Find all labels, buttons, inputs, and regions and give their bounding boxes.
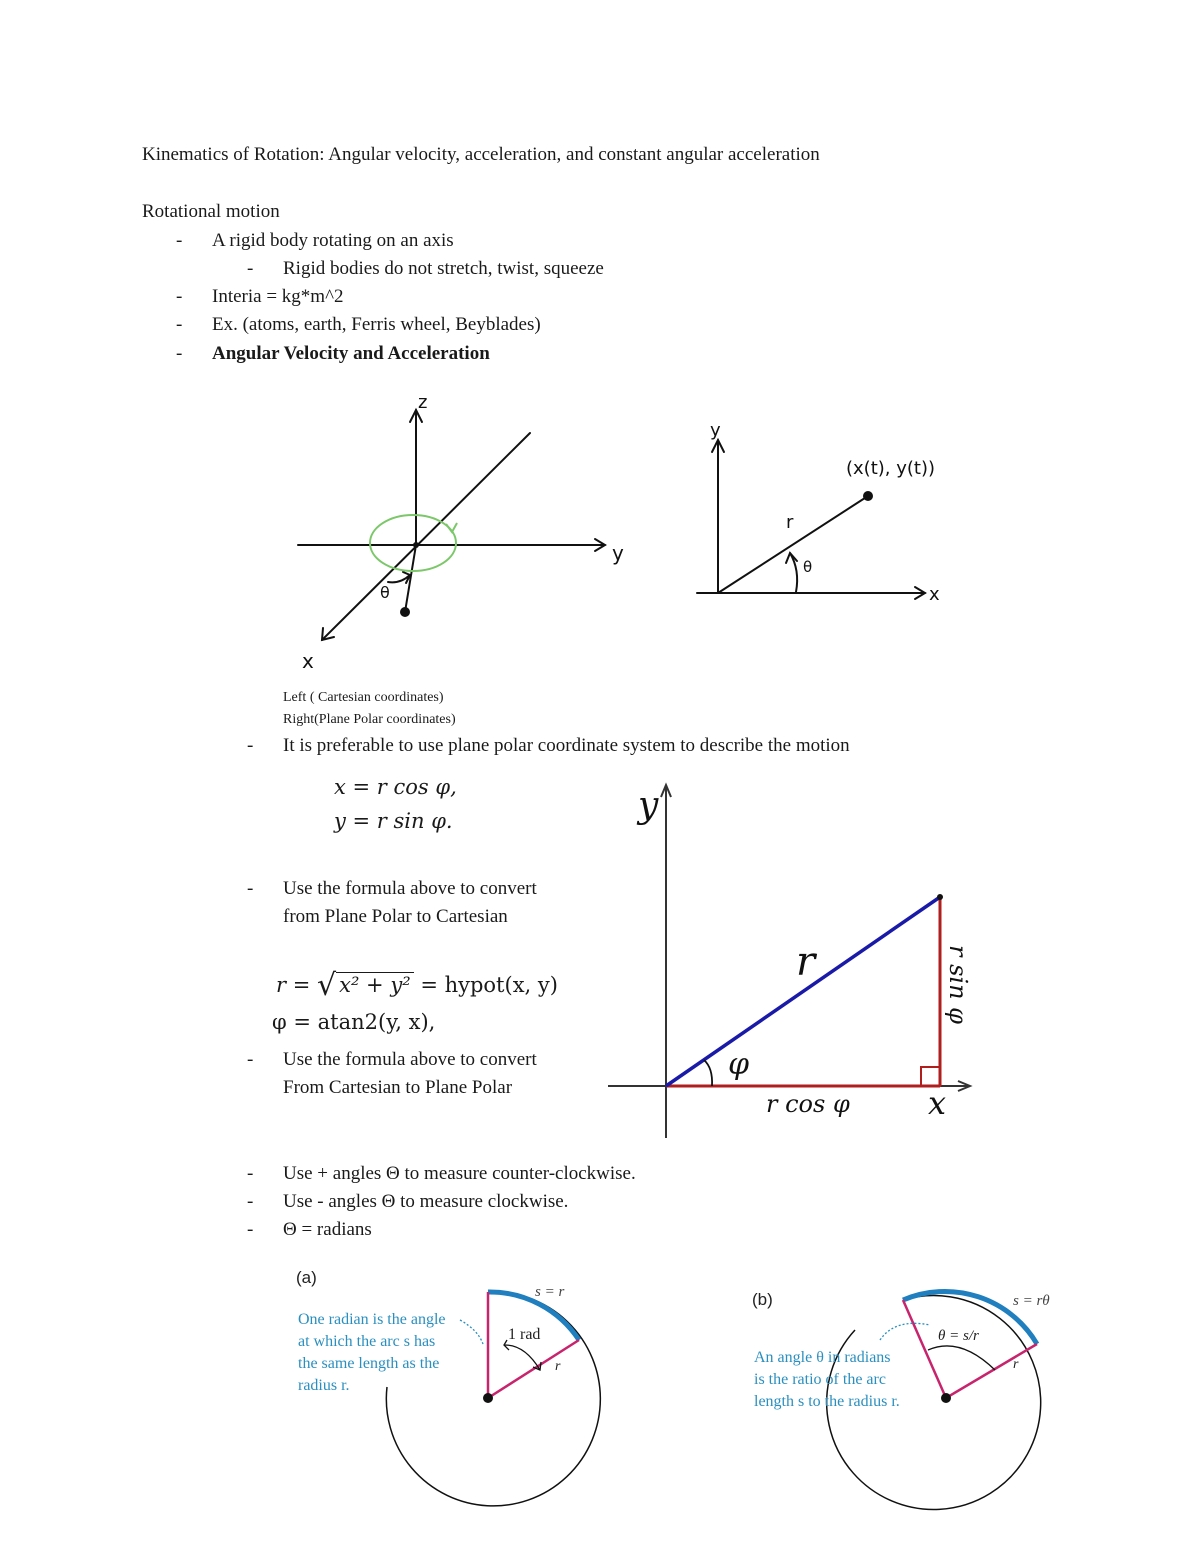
- bullet-dash: -: [247, 1191, 254, 1212]
- bullet-rigid-body: A rigid body rotating on an axis: [212, 230, 454, 251]
- eq-x-polar: x = r cos φ,: [334, 775, 457, 799]
- radian-b-tag: (b): [752, 1290, 773, 1309]
- radius-b-right: [946, 1344, 1037, 1398]
- eq-r-radicand: x² + y²: [336, 972, 414, 997]
- angle-radians: Θ = radians: [283, 1219, 372, 1240]
- radian-b-s-eq: s = rθ: [1013, 1293, 1050, 1309]
- convert2-line1: Use the formula above to convert: [283, 1049, 537, 1070]
- tri-phi-label: φ: [728, 1047, 750, 1082]
- radian-a-r: r: [555, 1359, 561, 1374]
- convert2-line2: From Cartesian to Plane Polar: [283, 1077, 513, 1098]
- bullet-dash: -: [247, 1219, 254, 1240]
- polar-point-label: (x(t), y(t)): [846, 458, 935, 479]
- section-heading: Rotational motion: [142, 201, 280, 222]
- bullet-dash: -: [247, 258, 254, 279]
- angle-ccw: Use + angles Θ to measure counter-clockwise.: [283, 1163, 636, 1184]
- radian-a-desc-4: radius r.: [298, 1377, 350, 1394]
- bullet-rigid-sub: Rigid bodies do not stretch, twist, squeeze: [283, 258, 604, 279]
- radian-a-desc-1: One radian is the angle: [298, 1311, 446, 1328]
- bullet-dash: -: [176, 343, 183, 364]
- convert1-line2: from Plane Polar to Cartesian: [283, 906, 508, 927]
- radian-a-s-eq: s = r: [535, 1284, 565, 1300]
- tri-rcos-label: r cos φ: [766, 1090, 850, 1118]
- bullet-dash: -: [247, 735, 254, 756]
- theta-label: θ: [380, 583, 390, 602]
- page-title: Kinematics of Rotation: Angular velocity, acceleration, and constant angular acceleration: [142, 144, 820, 165]
- radian-a-desc-3: the same length as the: [298, 1355, 440, 1372]
- radian-b-desc-2: is the ratio of the arc: [754, 1371, 886, 1388]
- bullet-inertia: Interia = kg*m^2: [212, 286, 344, 307]
- caption-right: Right(Plane Polar coordinates): [283, 712, 456, 727]
- caption-left: Left ( Cartesian coordinates): [283, 690, 444, 705]
- convert1-line1: Use the formula above to convert: [283, 878, 537, 899]
- bullet-dash: -: [247, 1049, 254, 1070]
- eq-phi: φ = atan2(y, x),: [272, 1010, 436, 1034]
- radian-a-rad: 1 rad: [508, 1326, 541, 1343]
- sqrt-sign-icon: √: [317, 968, 337, 1003]
- bullet-dash: -: [247, 1163, 254, 1184]
- y-label: y: [612, 541, 624, 565]
- eq-y-polar: y = r sin φ.: [334, 809, 453, 833]
- tri-y-label: y: [638, 785, 659, 826]
- tri-r-label: r: [796, 939, 816, 985]
- bullet-angular-heading: Angular Velocity and Acceleration: [212, 343, 490, 364]
- eq-r-left: r =: [276, 973, 311, 997]
- radius-b-left: [903, 1300, 946, 1398]
- polar-preference: It is preferable to use plane polar coordinate system to describe the motion: [283, 735, 850, 756]
- polar-y-label: y: [710, 420, 721, 441]
- radian-b-desc-1: An angle θ in radians: [754, 1349, 891, 1366]
- x-label: x: [302, 649, 314, 673]
- radian-b-theta-eq: θ = s/r: [938, 1328, 979, 1344]
- tri-rsin-label: r sin φ: [944, 945, 972, 1024]
- radian-b-r: r: [1013, 1357, 1019, 1372]
- polar-theta-label: θ: [803, 558, 813, 576]
- bullet-dash: -: [176, 286, 183, 307]
- z-label: z: [418, 392, 428, 413]
- radian-b-desc-3: length s to the radius r.: [754, 1393, 900, 1410]
- tri-x-label: x: [928, 1084, 947, 1122]
- bullet-dash: -: [176, 230, 183, 251]
- polar-r-label: r: [786, 512, 794, 533]
- bullet-dash: -: [176, 314, 183, 335]
- angle-cw: Use - angles Θ to measure clockwise.: [283, 1191, 569, 1212]
- polar-x-label: x: [929, 584, 940, 605]
- radian-a-tag: (a): [296, 1268, 317, 1287]
- radian-a-desc-2: at which the arc s has: [298, 1333, 436, 1350]
- eq-r-right: = hypot(x, y): [420, 973, 558, 997]
- bullet-dash: -: [247, 878, 254, 899]
- bullet-examples: Ex. (atoms, earth, Ferris wheel, Beyblades): [212, 314, 541, 335]
